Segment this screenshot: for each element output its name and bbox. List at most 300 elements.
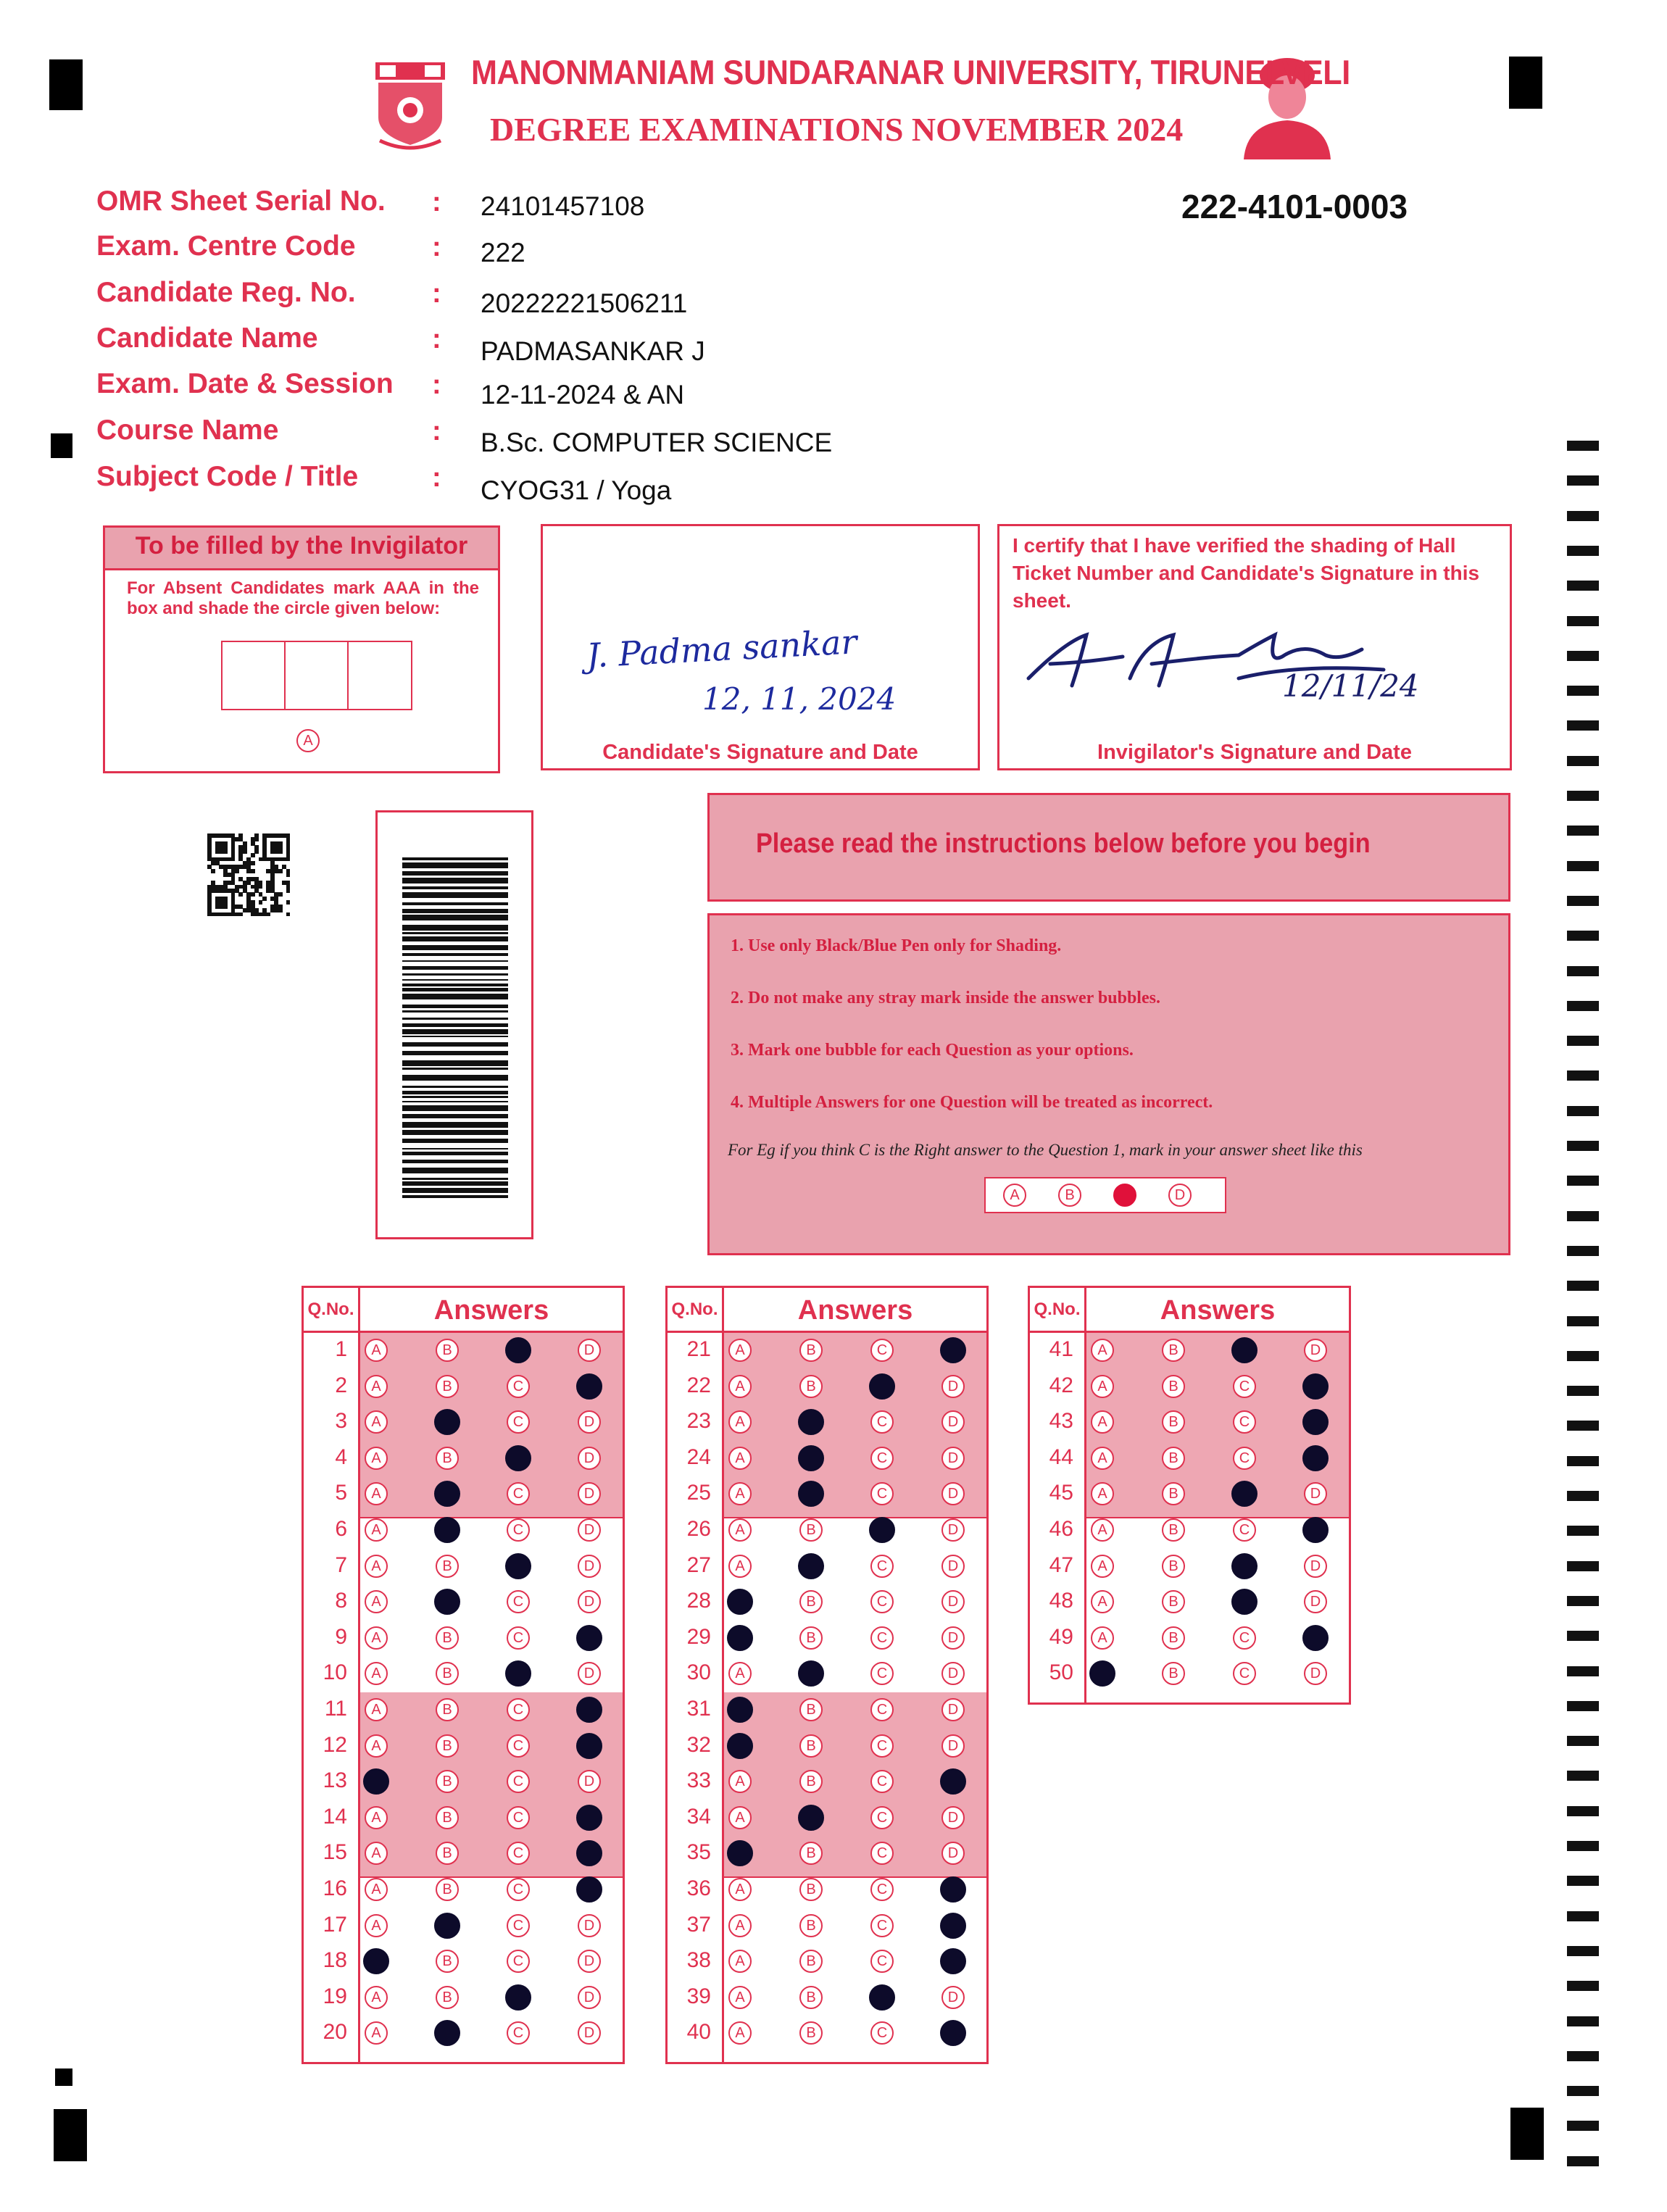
answer-bubble-b[interactable]: B (1162, 1518, 1185, 1542)
answer-bubble-c[interactable]: C (870, 1842, 894, 1865)
university-logo-icon (370, 59, 451, 154)
barcode-bar (402, 909, 508, 913)
answer-bubble-c[interactable]: C (870, 1770, 894, 1793)
answer-bubble-d[interactable] (1302, 1517, 1329, 1543)
label-course-name: Course Name (96, 415, 279, 446)
answer-bubble-d[interactable]: D (941, 1375, 965, 1398)
answer-bubble-c[interactable]: C (507, 1518, 530, 1542)
answer-bubble-b[interactable]: B (799, 1986, 823, 2009)
answer-bubble-c[interactable]: C (507, 1375, 530, 1398)
answer-column-header (304, 1288, 623, 1333)
answer-bubble-b[interactable]: B (1162, 1482, 1185, 1505)
answer-bubble-c[interactable]: C (870, 1339, 894, 1362)
answer-bubble-d[interactable] (576, 1805, 602, 1831)
barcode-bar (402, 857, 508, 860)
qr-module (254, 837, 259, 841)
answer-bubble-b[interactable] (798, 1553, 824, 1579)
answer-bubble-c[interactable]: C (1233, 1447, 1256, 1470)
answer-bubble-c[interactable]: C (1233, 1410, 1256, 1434)
qr-module (251, 869, 255, 873)
invigilator-title-bar (105, 528, 498, 570)
answer-bubble-a[interactable]: A (728, 1518, 752, 1542)
qno-header: Q.No. (668, 1288, 724, 1331)
answer-bubble-a[interactable]: A (1091, 1482, 1114, 1505)
answer-bubble-a[interactable]: A (728, 1986, 752, 2009)
answer-bubble-c[interactable]: C (507, 1806, 530, 1829)
qr-module (262, 897, 267, 901)
question-number: 33 (686, 1768, 711, 1793)
candidate-signature-caption: Candidate's Signature and Date (602, 741, 918, 764)
answer-bubble-b[interactable]: B (1162, 1447, 1185, 1470)
timing-mark (1567, 2016, 1599, 2026)
answer-bubble-d[interactable]: D (941, 1842, 965, 1865)
answer-bubble-c[interactable]: C (870, 1590, 894, 1613)
timing-mark (1567, 1176, 1599, 1186)
answer-bubble-a[interactable]: A (728, 1950, 752, 1973)
qr-module (278, 892, 283, 897)
answer-bubble-c[interactable]: C (507, 1410, 530, 1434)
timing-mark (1567, 1911, 1599, 1921)
question-number: 35 (686, 1840, 711, 1865)
answer-bubble-c[interactable] (505, 1445, 531, 1471)
answer-bubble-c[interactable] (1231, 1589, 1257, 1615)
answer-bubble-b[interactable]: B (1162, 1555, 1185, 1578)
answer-bubble-d[interactable] (576, 1697, 602, 1723)
answer-bubble-c[interactable] (869, 1984, 895, 2011)
qr-module (251, 853, 255, 857)
answer-bubble-b[interactable]: B (799, 1734, 823, 1758)
answer-bubble-a[interactable]: A (365, 1806, 388, 1829)
answer-bubble-d[interactable]: D (578, 1950, 601, 1973)
answer-bubble-b[interactable]: B (799, 1698, 823, 1721)
timing-mark (1567, 1666, 1599, 1676)
answer-bubble-a[interactable]: A (728, 1555, 752, 1578)
qr-module (259, 885, 263, 889)
qr-module (223, 905, 228, 909)
answer-bubble-b[interactable]: B (1162, 1626, 1185, 1650)
answer-bubble-c[interactable]: C (870, 2021, 894, 2045)
answer-bubble-c[interactable]: C (870, 1447, 894, 1470)
answer-bubble-b[interactable] (798, 1805, 824, 1831)
barcode-bar (402, 1096, 508, 1098)
question-number: 32 (686, 1732, 711, 1757)
answer-bubble-c[interactable]: C (507, 1734, 530, 1758)
answer-bubble-a[interactable]: A (728, 1770, 752, 1793)
answer-bubble-d[interactable]: D (941, 1734, 965, 1758)
example-bubble-a: A (1003, 1184, 1026, 1207)
question-number: 24 (686, 1444, 711, 1469)
value-omr-serial: 24101457108 (481, 191, 645, 221)
timing-mark (1567, 616, 1599, 626)
answer-bubble-c[interactable]: C (507, 1626, 530, 1650)
answer-bubble-d[interactable]: D (941, 1482, 965, 1505)
answer-bubble-d[interactable]: D (941, 1410, 965, 1434)
answer-bubble-b[interactable]: B (436, 1842, 459, 1865)
answer-bubble-d[interactable]: D (1304, 1555, 1327, 1578)
label-candidate-name: Candidate Name (96, 323, 318, 354)
answer-bubble-b[interactable]: B (436, 1950, 459, 1973)
barcode-bar (402, 1005, 508, 1008)
answer-bubble-a[interactable]: A (365, 1590, 388, 1613)
answer-bubble-a[interactable]: A (365, 1339, 388, 1362)
timing-mark (1567, 1211, 1599, 1221)
answer-bubble-d[interactable]: D (578, 1914, 601, 1937)
barcode-bar (402, 945, 508, 950)
answer-bubble-c[interactable]: C (507, 1698, 530, 1721)
answer-bubble-b[interactable]: B (1162, 1410, 1185, 1434)
answer-bubble-c[interactable] (869, 1517, 895, 1543)
answer-bubble-b[interactable]: B (436, 1447, 459, 1470)
answer-bubble-b[interactable]: B (436, 1555, 459, 1578)
answer-bubble-b[interactable]: B (1162, 1590, 1185, 1613)
answer-bubble-c[interactable]: C (870, 1878, 894, 1901)
answer-bubble-a[interactable] (727, 1697, 753, 1723)
answer-bubble-a[interactable]: A (1091, 1339, 1114, 1362)
answer-bubble-a[interactable]: A (728, 1410, 752, 1434)
timing-mark (1567, 2051, 1599, 2061)
barcode-bar (402, 1122, 508, 1128)
answer-bubble-a[interactable] (363, 1768, 389, 1795)
answer-bubble-d[interactable]: D (578, 1482, 601, 1505)
timing-mark (1567, 1036, 1599, 1046)
answer-bubble-c[interactable]: C (507, 1878, 530, 1901)
question-number: 11 (324, 1697, 347, 1721)
answer-bubble-d[interactable]: D (1304, 1662, 1327, 1685)
answer-bubble-d[interactable] (1302, 1445, 1329, 1471)
barcode-bar (402, 1178, 508, 1180)
answer-bubble-b[interactable]: B (436, 1375, 459, 1398)
answer-bubble-d[interactable]: D (941, 1698, 965, 1721)
answer-bubble-c[interactable] (505, 1984, 531, 2011)
answer-bubble-d[interactable]: D (941, 1590, 965, 1613)
answer-bubble-c[interactable]: C (507, 2021, 530, 2045)
answer-bubble-d[interactable]: D (941, 1806, 965, 1829)
answer-bubble-d[interactable] (940, 1948, 966, 1974)
answer-bubble-c[interactable]: C (1233, 1626, 1256, 1650)
answer-bubble-a[interactable]: A (365, 1626, 388, 1650)
answer-bubble-b[interactable]: B (799, 1914, 823, 1937)
qr-module (286, 900, 291, 905)
answer-bubble-c[interactable]: C (507, 1842, 530, 1865)
answer-bubble-a[interactable]: A (365, 1518, 388, 1542)
answer-bubble-d[interactable] (1302, 1373, 1329, 1400)
answer-bubble-d[interactable]: D (578, 1339, 601, 1362)
answer-bubble-c[interactable]: C (870, 1950, 894, 1973)
timing-mark (1567, 1456, 1599, 1466)
barcode-bar (402, 1029, 508, 1034)
qr-module (251, 861, 255, 865)
answer-bubble-d[interactable]: D (1304, 1339, 1327, 1362)
answer-bubble-c[interactable]: C (870, 1698, 894, 1721)
barcode-bar (402, 1152, 508, 1155)
answer-bubble-c[interactable]: C (1233, 1375, 1256, 1398)
answer-bubble-c[interactable]: C (870, 1662, 894, 1685)
timing-mark (1567, 1316, 1599, 1326)
answer-bubble-c[interactable]: C (507, 1914, 530, 1937)
barcode-bar (402, 1130, 508, 1135)
box-divider (284, 642, 286, 709)
answer-bubble-d[interactable]: D (1304, 1482, 1327, 1505)
answer-bubble-d[interactable]: D (578, 1410, 601, 1434)
answer-column (665, 1286, 989, 2064)
example-bubbles-box (984, 1177, 1226, 1213)
answer-bubble-a[interactable]: A (728, 1375, 752, 1398)
answer-bubble-c[interactable]: C (507, 1590, 530, 1613)
answer-bubble-d[interactable] (940, 1913, 966, 1939)
answer-bubble-a[interactable]: A (365, 1555, 388, 1578)
answer-bubble-b[interactable]: B (799, 1950, 823, 1973)
answer-bubble-b[interactable]: B (436, 1626, 459, 1650)
answer-bubble-d[interactable] (940, 1876, 966, 1903)
answer-bubble-b[interactable]: B (436, 1986, 459, 2009)
answer-bubble-b[interactable] (434, 1409, 460, 1435)
answer-bubble-a[interactable] (1089, 1660, 1115, 1687)
barcode-bar (402, 988, 508, 991)
answer-bubble-d[interactable]: D (1304, 1590, 1327, 1613)
answer-bubble-d[interactable] (576, 1876, 602, 1903)
question-number: 14 (323, 1804, 347, 1829)
exam-title: DEGREE EXAMINATIONS NOVEMBER 2024 (490, 111, 1184, 148)
answer-bubble-d[interactable]: D (941, 1626, 965, 1650)
example-bubble-c-marked (1113, 1184, 1136, 1207)
sheet-code: 222-4101-0003 (1181, 188, 1408, 225)
invigilator-handwritten-date: 12/11/24 (1282, 668, 1419, 704)
answer-bubble-b[interactable]: B (436, 1339, 459, 1362)
question-number: 13 (323, 1768, 347, 1793)
answer-bubble-d[interactable] (1302, 1409, 1329, 1435)
answer-bubble-c[interactable] (1231, 1553, 1257, 1579)
answer-bubble-b[interactable]: B (799, 1339, 823, 1362)
qr-module (223, 849, 228, 854)
answer-bubble-c[interactable]: C (870, 1734, 894, 1758)
answer-bubble-a[interactable]: A (365, 1878, 388, 1901)
qr-module (266, 912, 270, 917)
answer-bubble-d[interactable]: D (578, 1447, 601, 1470)
answers-header: Answers (1160, 1295, 1276, 1326)
barcode (402, 857, 508, 1201)
answer-column (1028, 1286, 1351, 1705)
answer-bubble-b[interactable]: B (799, 1878, 823, 1901)
colon: : (432, 416, 441, 446)
answer-bubble-a[interactable] (363, 1948, 389, 1974)
answer-bubble-c[interactable]: C (507, 1770, 530, 1793)
answer-bubble-b[interactable]: B (1162, 1662, 1185, 1685)
answer-bubble-a[interactable]: A (728, 1447, 752, 1470)
instruction-1: 1. Use only Black/Blue Pen only for Shading. (731, 936, 1062, 955)
answer-bubble-a[interactable]: A (1091, 1518, 1114, 1542)
answer-bubble-b[interactable]: B (1162, 1375, 1185, 1398)
answer-bubble-c[interactable] (505, 1553, 531, 1579)
answer-bubble-d[interactable]: D (578, 2021, 601, 2045)
answer-bubble-a[interactable]: A (365, 1734, 388, 1758)
barcode-bar (402, 966, 508, 970)
answer-bubble-c[interactable]: C (1233, 1662, 1256, 1685)
question-number: 17 (323, 1912, 347, 1937)
answer-bubble-b[interactable]: B (799, 1590, 823, 1613)
answer-bubble-a[interactable]: A (1091, 1447, 1114, 1470)
answer-bubble-d[interactable]: D (578, 1518, 601, 1542)
barcode-bar (402, 1105, 508, 1111)
answer-bubble-d[interactable]: D (578, 1590, 601, 1613)
answer-bubble-a[interactable]: A (365, 1447, 388, 1470)
answer-bubble-a[interactable]: A (728, 1914, 752, 1937)
barcode-bar (402, 1018, 508, 1020)
barcode-bar (402, 915, 508, 920)
answer-bubble-a[interactable]: A (728, 1662, 752, 1685)
timing-mark (1567, 651, 1599, 661)
question-number: 27 (686, 1552, 711, 1577)
answer-bubble-d[interactable]: D (578, 1986, 601, 2009)
qno-divider (358, 1333, 360, 2062)
answer-bubble-a[interactable]: A (365, 1410, 388, 1434)
answer-bubble-b[interactable]: B (436, 1770, 459, 1793)
answer-bubble-d[interactable] (940, 1768, 966, 1795)
answer-bubble-b[interactable]: B (436, 1734, 459, 1758)
answer-bubble-d[interactable]: D (941, 1662, 965, 1685)
answer-bubble-a[interactable]: A (728, 1878, 752, 1901)
answer-bubble-a[interactable]: A (728, 2021, 752, 2045)
absent-mark-boxes (221, 641, 412, 710)
answer-bubble-d[interactable]: D (578, 1662, 601, 1685)
qno-divider (1084, 1333, 1086, 1702)
answer-bubble-a[interactable]: A (728, 1339, 752, 1362)
qr-module (286, 873, 291, 877)
answer-bubble-c[interactable] (505, 1660, 531, 1687)
answer-bubble-b[interactable]: B (1162, 1339, 1185, 1362)
answer-bubble-b[interactable] (434, 1913, 460, 1939)
answer-bubble-a[interactable]: A (365, 1842, 388, 1865)
answer-bubble-c[interactable] (869, 1373, 895, 1400)
answer-bubble-a[interactable]: A (728, 1482, 752, 1505)
timing-mark (1567, 1631, 1599, 1641)
qr-module (251, 892, 255, 897)
answer-bubble-d[interactable] (1302, 1625, 1329, 1651)
answer-bubble-d[interactable] (576, 1373, 602, 1400)
barcode-bar (402, 1060, 508, 1066)
timing-mark (1567, 1421, 1599, 1431)
answer-bubble-d[interactable]: D (941, 1447, 965, 1470)
answer-bubble-a[interactable]: A (1091, 1626, 1114, 1650)
answer-bubble-a[interactable]: A (365, 1662, 388, 1685)
answer-bubble-c[interactable]: C (507, 1482, 530, 1505)
answer-bubble-b[interactable]: B (436, 1806, 459, 1829)
question-number: 42 (1049, 1373, 1073, 1397)
answer-bubble-b[interactable] (434, 1589, 460, 1615)
answer-bubble-a[interactable]: A (365, 1914, 388, 1937)
absent-bubble[interactable]: A (296, 729, 320, 752)
qr-module (286, 857, 291, 862)
answer-bubble-b[interactable]: B (799, 1375, 823, 1398)
answer-bubble-a[interactable]: A (365, 1986, 388, 2009)
answer-bubble-a[interactable]: A (1091, 1375, 1114, 1398)
answer-bubble-a[interactable]: A (1091, 1410, 1114, 1434)
answer-bubble-d[interactable]: D (941, 1986, 965, 2009)
barcode-bar (402, 1168, 508, 1173)
answer-bubble-b[interactable] (798, 1409, 824, 1435)
answer-bubble-c[interactable]: C (870, 1626, 894, 1650)
barcode-bar (402, 871, 508, 876)
university-name: MANONMANIAM SUNDARANAR UNIVERSITY, TIRUNELVELI (471, 53, 1350, 91)
answer-bubble-d[interactable]: D (578, 1770, 601, 1793)
value-exam-date: 12-11-2024 & AN (481, 380, 685, 409)
answer-bubble-b[interactable] (798, 1660, 824, 1687)
answer-bubble-c[interactable]: C (870, 1555, 894, 1578)
answer-bubble-a[interactable]: A (365, 2021, 388, 2045)
answer-bubble-d[interactable]: D (941, 1555, 965, 1578)
answer-bubble-c[interactable]: C (870, 1914, 894, 1937)
value-candidate-name: PADMASANKAR J (481, 336, 705, 366)
answer-bubble-d[interactable] (576, 1625, 602, 1651)
handwritten-name: J. Padma sankar (585, 622, 858, 675)
answer-bubble-b[interactable] (434, 1517, 460, 1543)
question-number: 12 (323, 1732, 347, 1757)
answer-bubble-a[interactable]: A (728, 1806, 752, 1829)
question-number: 31 (686, 1697, 711, 1721)
value-subject: CYOG31 / Yoga (481, 475, 672, 505)
candidate-signature-box (541, 524, 980, 770)
answer-bubble-b[interactable]: B (799, 1518, 823, 1542)
barcode-bar (402, 1195, 508, 1198)
answer-bubble-a[interactable] (727, 1589, 753, 1615)
answer-bubble-a[interactable] (727, 1625, 753, 1651)
answer-bubble-b[interactable]: B (799, 1770, 823, 1793)
answer-bubble-b[interactable] (434, 2020, 460, 2046)
answer-bubble-b[interactable]: B (799, 2021, 823, 2045)
barcode-bar (402, 886, 508, 889)
answer-bubble-b[interactable]: B (799, 1626, 823, 1650)
answer-bubble-d[interactable]: D (578, 1555, 601, 1578)
answer-bubble-c[interactable] (1231, 1337, 1257, 1363)
question-number: 22 (686, 1373, 711, 1397)
timing-mark (1567, 931, 1599, 941)
instruction-2: 2. Do not make any stray mark inside the answer bubbles. (731, 989, 1160, 1007)
answer-bubble-c[interactable]: C (1233, 1518, 1256, 1542)
answer-bubble-b[interactable]: B (436, 1662, 459, 1685)
answer-bubble-a[interactable]: A (365, 1698, 388, 1721)
answer-bubble-b[interactable] (798, 1445, 824, 1471)
timing-mark (1567, 1106, 1599, 1116)
barcode-bar (402, 1086, 508, 1088)
barcode-bar (402, 1160, 508, 1163)
answer-bubble-c[interactable]: C (870, 1482, 894, 1505)
registration-mark-bottom-left (54, 2109, 87, 2161)
barcode-bar (402, 862, 508, 868)
barcode-bar (402, 1051, 508, 1055)
answer-bubble-a[interactable] (727, 1733, 753, 1759)
timing-mark (1567, 1281, 1599, 1291)
answer-bubble-a[interactable]: A (1091, 1555, 1114, 1578)
answer-bubble-d[interactable] (940, 1337, 966, 1363)
answer-bubble-b[interactable]: B (799, 1842, 823, 1865)
question-number: 38 (686, 1948, 711, 1973)
answer-bubble-d[interactable] (576, 1733, 602, 1759)
barcode-bar (402, 932, 508, 934)
answer-bubble-a[interactable]: A (1091, 1590, 1114, 1613)
answer-bubble-d[interactable]: D (941, 1518, 965, 1542)
answer-bubble-c[interactable]: C (870, 1410, 894, 1434)
question-number: 25 (686, 1481, 711, 1505)
answer-bubble-b[interactable]: B (436, 1698, 459, 1721)
answer-bubble-c[interactable]: C (870, 1806, 894, 1829)
answer-bubble-d[interactable] (940, 2020, 966, 2046)
answer-bubble-a[interactable]: A (365, 1375, 388, 1398)
answer-bubble-c[interactable]: C (507, 1950, 530, 1973)
question-number: 5 (335, 1481, 347, 1505)
answer-bubble-a[interactable]: A (365, 1482, 388, 1505)
answer-bubble-c[interactable] (505, 1337, 531, 1363)
answer-bubble-b[interactable]: B (436, 1878, 459, 1901)
invigilator-signature-box (997, 524, 1512, 770)
